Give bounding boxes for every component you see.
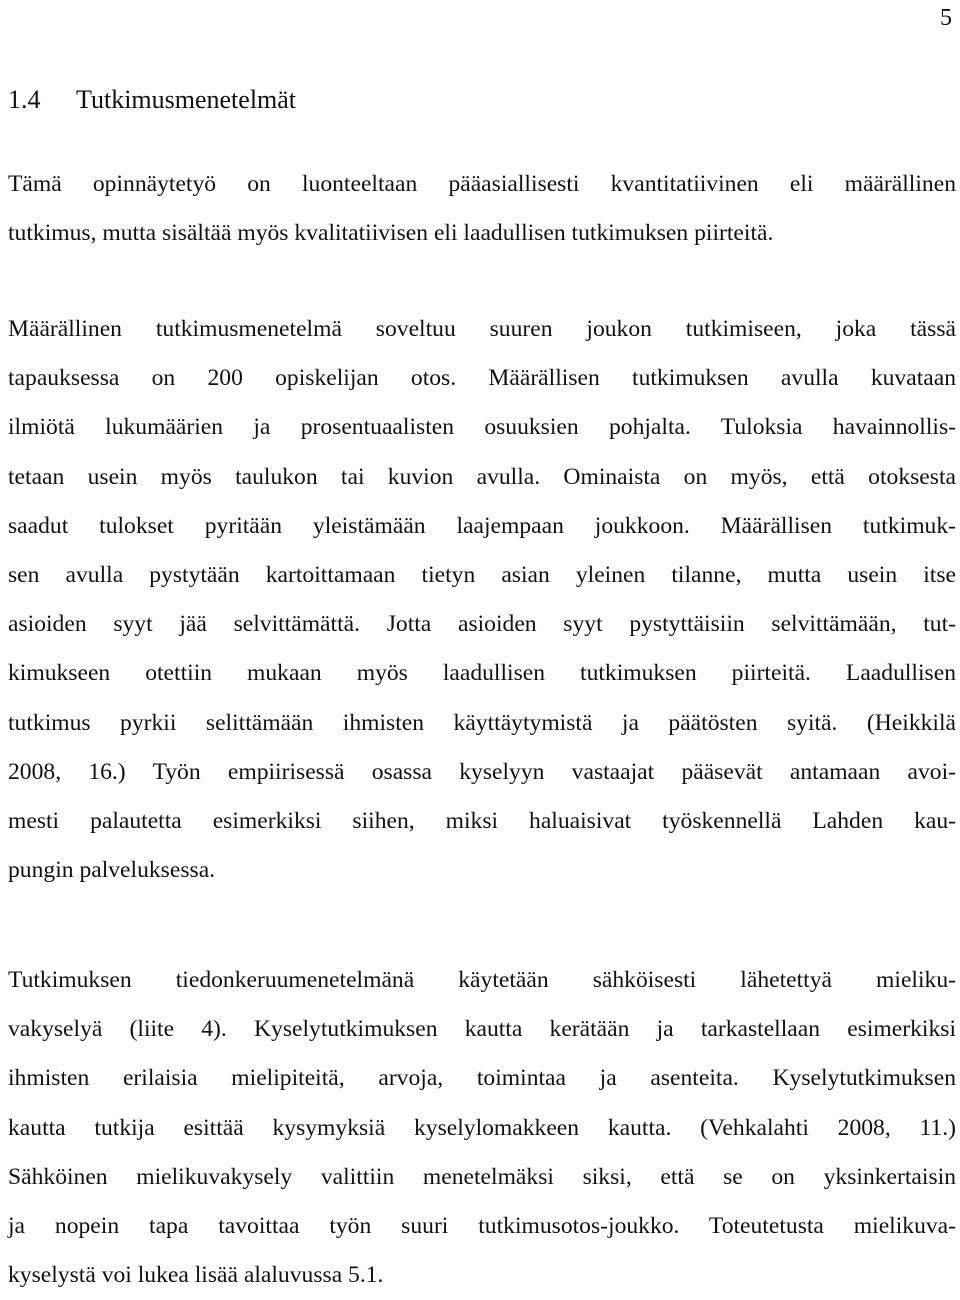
text-line: ihmisten erilaisia mielipiteitä, arvoja, toimintaa ja asenteita. Kyselytutkimuksen xyxy=(8,1065,956,1092)
page-number: 5 xyxy=(940,5,952,31)
text-line: saadut tulokset pyritään yleistämään laajempaan joukkoon. Määrällisen tutkimuk- xyxy=(8,512,956,539)
text-line: mesti palautetta esimerkiksi siihen, miksi haluaisivat työskennellä Lahden kau- xyxy=(8,807,956,834)
text-line: tutkimus, mutta sisältää myös kvalitatiivisen eli laadullisen tutkimuksen piirteitä. xyxy=(8,220,774,247)
text-line: sen avulla pystytään kartoittamaan tietyn asian yleinen tilanne, mutta usein itse xyxy=(8,561,956,588)
section-number: 1.4 xyxy=(8,85,41,114)
section-heading xyxy=(8,82,296,118)
text-line: Määrällinen tutkimusmenetelmä soveltuu suuren joukon tutkimiseen, joka tässä xyxy=(8,316,956,342)
text-line: ilmiötä lukumäärien ja prosentuaalisten osuuksien pohjalta. Tuloksia havainnollis- xyxy=(8,414,956,441)
text-line: Tämä opinnäytetyö on luonteeltaan pääasiallisesti kvantitatiivinen eli määrällinen xyxy=(8,171,956,197)
text-line: tetaan usein myös taulukon tai kuvion avulla. Ominaista on myös, että otoksesta xyxy=(8,463,956,490)
text-line: asioiden syyt jää selvittämättä. Jotta asioiden syyt pystyttäisiin selvittämään, tut- xyxy=(8,611,956,638)
text-line: Tutkimuksen tiedonkeruumenetelmänä käytetään sähköisesti lähetettyä mieliku- xyxy=(8,967,956,993)
text-line: kyselystä voi lukea lisää alaluvussa 5.1. xyxy=(8,1262,384,1289)
text-line: tapauksessa on 200 opiskelijan otos. Määrällisen tutkimuksen avulla kuvataan xyxy=(8,365,956,392)
text-line: tutkimus pyrkii selittämään ihmisten käyttäytymistä ja päätösten syitä. (Heikkilä xyxy=(8,709,956,736)
text-line: Sähköinen mielikuvakysely valittiin menetelmäksi siksi, että se on yksinkertaisin xyxy=(8,1163,956,1190)
paragraph-3 xyxy=(8,956,956,1300)
text-line: pungin palveluksessa. xyxy=(8,857,216,884)
paragraph-1 xyxy=(8,160,956,258)
text-line: kautta tutkija esittää kysymyksiä kyselylomakkeen kautta. (Vehkalahti 2008, 11.) xyxy=(8,1114,956,1141)
text-line: ja nopein tapa tavoittaa työn suuri tutkimusotos-joukko. Toteutetusta mielikuva- xyxy=(8,1212,956,1239)
paragraph-2 xyxy=(8,305,956,895)
text-line: vakyselyä (liite 4). Kyselytutkimuksen kautta kerätään ja tarkastellaan esimerkiksi xyxy=(8,1016,956,1043)
text-line: 2008, 16.) Työn empiirisessä osassa kyselyyn vastaajat pääsevät antamaan avoi- xyxy=(8,758,956,785)
text-line: kimukseen otettiin mukaan myös laadullisen tutkimuksen piirteitä. Laadullisen xyxy=(8,660,956,687)
section-title: Tutkimusmenetelmät xyxy=(76,85,297,114)
